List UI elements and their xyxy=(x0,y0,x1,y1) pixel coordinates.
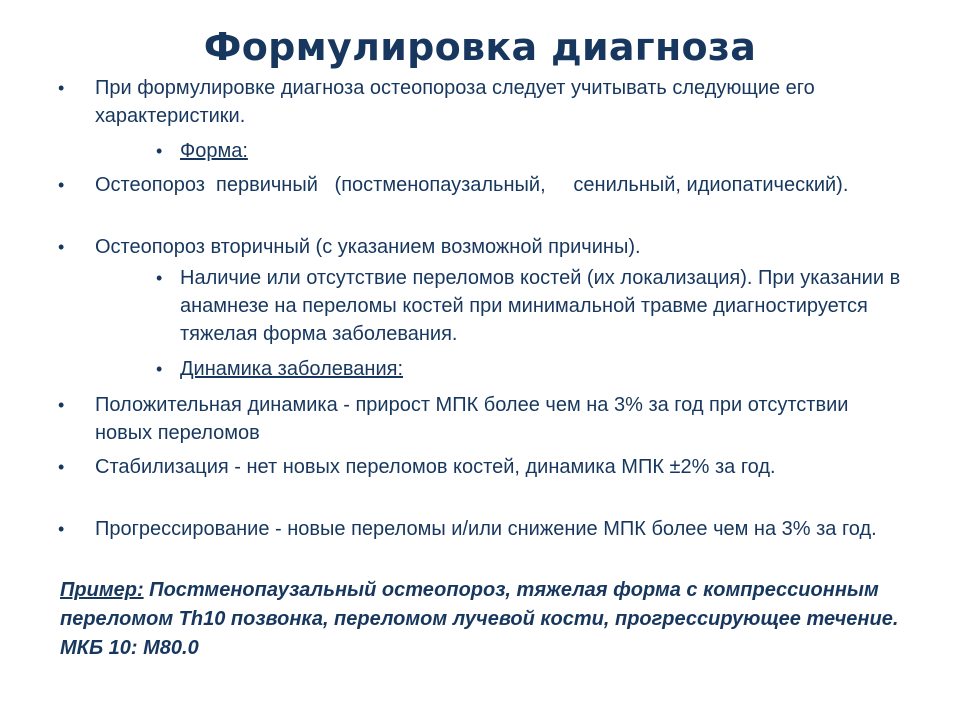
bullet-text: Положительная динамика - прирост МПК более чем на 3% за год при отсутствии новых переломов xyxy=(95,394,849,444)
example-label: Пример: xyxy=(60,579,144,601)
bullet-text: При формулировке диагноза остеопороза следует учитывать следующие его характеристики. xyxy=(95,77,815,127)
bullet-item-intro xyxy=(58,74,895,130)
bullet-text: Остеопороз вторичный (с указанием возможной причины). xyxy=(95,236,641,258)
bullet-item-positive xyxy=(58,391,895,447)
bullet-text: Остеопороз первичный (постменопаузальный, сенильный, идиопатический). xyxy=(95,174,849,196)
bullet-item-secondary xyxy=(58,233,895,261)
sub-bullet-item-fractures xyxy=(156,264,910,348)
bullet-item-stabilization xyxy=(58,453,895,481)
bullet-item-progression xyxy=(58,515,895,543)
slide-title: Формулировка диагноза xyxy=(203,25,757,69)
bullet-item-primary xyxy=(58,171,895,199)
bullet-dot: • xyxy=(58,78,65,98)
bullet-text: Прогрессирование - новые переломы и/или снижение МПК более чем на 3% за год. xyxy=(95,518,877,540)
example-paragraph xyxy=(60,576,900,663)
bullet-text: Динамика заболевания: xyxy=(180,358,404,380)
bullet-dot: • xyxy=(156,268,163,288)
bullet-dot: • xyxy=(156,141,163,161)
bullet-dot: • xyxy=(156,359,163,379)
example-text: Постменопаузальный остеопороз, тяжелая форма с компрессионным переломом Th10 позвонка, переломом лучевой кости, прогрессирующее течение. МКБ 10: М80.0 xyxy=(60,579,899,659)
bullet-dot: • xyxy=(58,237,65,257)
sub-bullet-item-dynamics xyxy=(156,355,910,383)
sub-bullet-item-form xyxy=(156,137,910,165)
bullet-dot: • xyxy=(58,457,65,477)
bullet-text: Наличие или отсутствие переломов костей (их локализация). При указании в анамнезе на переломы костей при минимальной травме диагностируется тяжелая форма заболевания. xyxy=(180,267,901,345)
bullet-dot: • xyxy=(58,395,65,415)
bullet-text: Форма: xyxy=(180,140,248,162)
bullet-dot: • xyxy=(58,175,65,195)
bullet-dot: • xyxy=(58,519,65,539)
bullet-text: Стабилизация - нет новых переломов костей, динамика МПК ±2% за год. xyxy=(95,456,776,478)
